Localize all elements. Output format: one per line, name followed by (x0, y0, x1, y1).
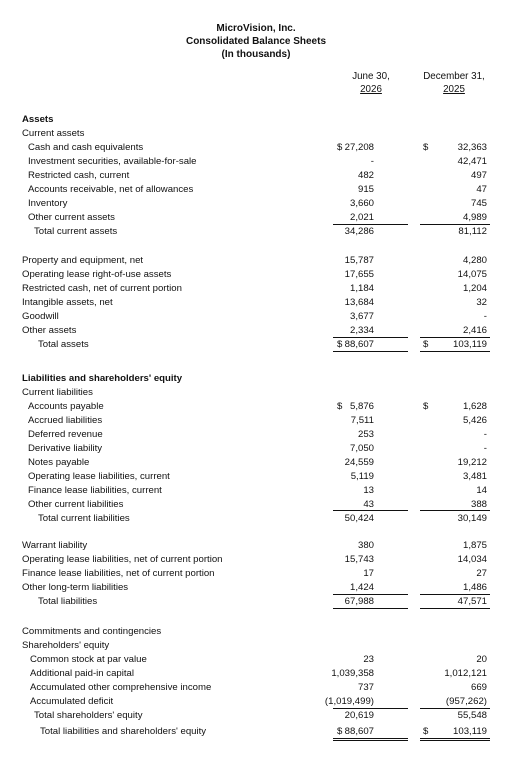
row-label: Other current liabilities (28, 499, 124, 510)
row-label: Goodwill (22, 311, 59, 322)
column-header-line1: June 30, (352, 71, 390, 82)
value-dec-2025: 20 (476, 654, 487, 665)
row-label: Property and equipment, net (22, 255, 144, 266)
currency-symbol: $ (423, 142, 429, 153)
table-row (0, 400, 512, 414)
row-label: Total current assets (34, 226, 118, 237)
statement-units: (In thousands) (221, 49, 291, 60)
value-june-2026: 17 (363, 568, 374, 579)
total-rule (420, 351, 490, 352)
total-rule (420, 740, 490, 741)
value-dec-2025: 1,486 (462, 582, 487, 593)
statement-title: Consolidated Balance Sheets (185, 36, 327, 47)
value-june-2026: 2,021 (349, 212, 374, 223)
total-rule (333, 708, 408, 709)
value-june-2026: 88,607 (344, 726, 374, 737)
row-label: Inventory (28, 198, 68, 209)
value-june-2026: 34,286 (344, 226, 374, 237)
row-label: Accumulated other comprehensive income (30, 682, 212, 693)
row-label: Finance lease liabilities, net of current portion (22, 568, 215, 579)
total-rule (333, 738, 408, 739)
row-label: Accounts payable (28, 401, 104, 412)
total-rule (420, 594, 490, 595)
table-row (0, 268, 512, 282)
row-label: Total assets (38, 339, 89, 350)
value-dec-2025: 47,571 (457, 596, 487, 607)
currency-symbol: $ (423, 401, 429, 412)
table-row (0, 155, 512, 169)
table-row (0, 667, 512, 681)
row-label: Current liabilities (22, 387, 93, 398)
table-row (0, 338, 512, 352)
value-june-2026: 15,787 (344, 255, 374, 266)
currency-symbol: $ (337, 339, 343, 350)
value-dec-2025: 14,034 (457, 554, 487, 565)
value-dec-2025: 81,112 (458, 226, 487, 237)
row-label: Total shareholders' equity (34, 710, 143, 721)
value-june-2026: - (370, 156, 374, 167)
total-rule (420, 608, 490, 609)
table-row (0, 625, 512, 639)
table-row (0, 456, 512, 470)
table-row (0, 386, 512, 400)
row-label: Restricted cash, net of current portion (22, 283, 182, 294)
value-dec-2025: (957,262) (445, 696, 487, 707)
value-dec-2025: 30,149 (457, 513, 487, 524)
table-row (0, 639, 512, 653)
value-june-2026: 1,039,358 (331, 668, 374, 679)
column-header-june-2026 (335, 70, 407, 96)
table-row (0, 709, 512, 723)
value-june-2026: 5,119 (350, 471, 374, 482)
value-dec-2025: 32,363 (457, 142, 487, 153)
value-june-2026: 380 (357, 540, 374, 551)
total-rule (333, 224, 408, 225)
value-june-2026: 7,050 (349, 443, 374, 454)
table-row (0, 197, 512, 211)
value-dec-2025: 1,875 (462, 540, 487, 551)
value-june-2026: 23 (363, 654, 374, 665)
value-june-2026: 24,559 (344, 457, 374, 468)
value-june-2026: 15,743 (344, 554, 374, 565)
table-row (0, 211, 512, 225)
row-label: Accrued liabilities (28, 415, 103, 426)
table-row (0, 225, 512, 239)
row-label: Restricted cash, current (28, 170, 130, 181)
company-name: MicroVision, Inc. (216, 23, 296, 34)
row-label: Warrant liability (22, 540, 88, 551)
table-row (0, 113, 512, 127)
value-june-2026: 737 (357, 682, 374, 693)
row-label: Other current assets (28, 212, 115, 223)
row-label: Other long-term liabilities (22, 582, 129, 593)
value-june-2026: 1,424 (349, 582, 374, 593)
value-june-2026: 20,619 (344, 710, 374, 721)
table-row (0, 681, 512, 695)
row-label: Accumulated deficit (30, 696, 114, 707)
table-row (0, 653, 512, 667)
value-june-2026: 13,684 (344, 297, 374, 308)
total-rule (333, 337, 408, 338)
value-june-2026: 17,655 (344, 269, 374, 280)
value-dec-2025: 1,012,121 (444, 668, 487, 679)
value-dec-2025: 388 (470, 499, 487, 510)
value-june-2026: 50,424 (344, 513, 374, 524)
value-june-2026: 67,988 (344, 596, 374, 607)
total-rule (333, 740, 408, 741)
table-row (0, 539, 512, 553)
table-row (0, 581, 512, 595)
row-label: Deferred revenue (28, 429, 103, 440)
value-dec-2025: 4,989 (462, 212, 487, 223)
table-row (0, 595, 512, 609)
currency-symbol: $ (337, 401, 343, 412)
value-june-2026: 2,334 (349, 325, 374, 336)
total-rule (333, 608, 408, 609)
table-row (0, 296, 512, 310)
currency-symbol: $ (423, 726, 429, 737)
table-row (0, 127, 512, 141)
value-june-2026: 88,607 (344, 339, 374, 350)
value-june-2026: 13 (363, 485, 374, 496)
table-row (0, 695, 512, 709)
table-row (0, 414, 512, 428)
table-row (0, 512, 512, 526)
table-row (0, 141, 512, 155)
row-label: Liabilities and shareholders' equity (22, 373, 183, 384)
row-label: Commitments and contingencies (22, 626, 162, 637)
total-rule (420, 738, 490, 739)
total-rule (420, 224, 490, 225)
total-rule (333, 594, 408, 595)
value-dec-2025: - (483, 311, 487, 322)
table-row (0, 282, 512, 296)
table-row (0, 725, 512, 739)
value-june-2026: 5,876 (349, 401, 374, 412)
row-label: Shareholders' equity (22, 640, 110, 651)
table-row (0, 567, 512, 581)
value-dec-2025: 14,075 (457, 269, 487, 280)
total-rule (420, 337, 490, 338)
value-dec-2025: 745 (470, 198, 487, 209)
value-dec-2025: 14 (476, 485, 487, 496)
table-row (0, 484, 512, 498)
row-label: Operating lease right-of-use assets (22, 269, 172, 280)
row-label: Total liabilities and shareholders' equity (40, 726, 207, 737)
value-dec-2025: 4,280 (462, 255, 487, 266)
value-june-2026: 482 (357, 170, 374, 181)
table-row (0, 372, 512, 386)
table-row (0, 183, 512, 197)
currency-symbol: $ (337, 726, 343, 737)
column-header-line1: December 31, (423, 71, 485, 82)
total-rule (420, 510, 490, 511)
row-label: Operating lease liabilities, current (28, 471, 170, 482)
currency-symbol: $ (337, 142, 343, 153)
table-row (0, 324, 512, 338)
value-dec-2025: 42,471 (457, 156, 487, 167)
value-dec-2025: 47 (476, 184, 487, 195)
statement-header (0, 22, 512, 61)
value-dec-2025: 1,204 (462, 283, 487, 294)
row-label: Cash and cash equivalents (28, 142, 144, 153)
total-rule (420, 708, 490, 709)
column-header-dec-2025 (415, 70, 493, 96)
table-row (0, 428, 512, 442)
column-header-year: 2025 (443, 84, 465, 95)
value-dec-2025: 103,119 (453, 339, 487, 350)
row-label: Accounts receivable, net of allowances (28, 184, 194, 195)
value-june-2026: 7,511 (350, 415, 374, 426)
table-row (0, 310, 512, 324)
column-header-year: 2026 (360, 84, 382, 95)
row-label: Operating lease liabilities, net of current portion (22, 554, 223, 565)
value-dec-2025: 497 (470, 170, 487, 181)
row-label: Total liabilities (38, 596, 98, 607)
row-label: Common stock at par value (30, 654, 147, 665)
value-dec-2025: 103,119 (453, 726, 487, 737)
row-label: Derivative liability (28, 443, 103, 454)
value-dec-2025: 55,548 (457, 710, 487, 721)
row-label: Other assets (22, 325, 77, 336)
row-label: Additional paid-in capital (30, 668, 134, 679)
value-june-2026: (1,019,499) (324, 696, 374, 707)
value-june-2026: 43 (363, 499, 374, 510)
value-dec-2025: 1,628 (462, 401, 487, 412)
value-dec-2025: 32 (476, 297, 487, 308)
row-label: Notes payable (28, 457, 90, 468)
table-row (0, 470, 512, 484)
row-label: Finance lease liabilities, current (28, 485, 162, 496)
value-june-2026: 3,660 (349, 198, 374, 209)
table-row (0, 169, 512, 183)
value-dec-2025: - (483, 443, 487, 454)
value-june-2026: 27,208 (344, 142, 374, 153)
row-label: Intangible assets, net (22, 297, 113, 308)
row-label: Assets (22, 114, 54, 125)
value-dec-2025: - (483, 429, 487, 440)
row-label: Investment securities, available-for-sale (28, 156, 197, 167)
value-dec-2025: 3,481 (462, 471, 487, 482)
value-dec-2025: 19,212 (457, 457, 487, 468)
value-june-2026: 253 (357, 429, 374, 440)
table-row (0, 442, 512, 456)
currency-symbol: $ (423, 339, 429, 350)
value-june-2026: 1,184 (349, 283, 374, 294)
value-dec-2025: 27 (476, 568, 487, 579)
value-june-2026: 915 (357, 184, 374, 195)
total-rule (333, 351, 408, 352)
value-dec-2025: 5,426 (462, 415, 487, 426)
row-label: Total current liabilities (38, 513, 130, 524)
total-rule (333, 510, 408, 511)
table-row (0, 254, 512, 268)
table-row (0, 553, 512, 567)
row-label: Current assets (22, 128, 85, 139)
value-dec-2025: 669 (470, 682, 487, 693)
value-june-2026: 3,677 (349, 311, 374, 322)
value-dec-2025: 2,416 (462, 325, 487, 336)
